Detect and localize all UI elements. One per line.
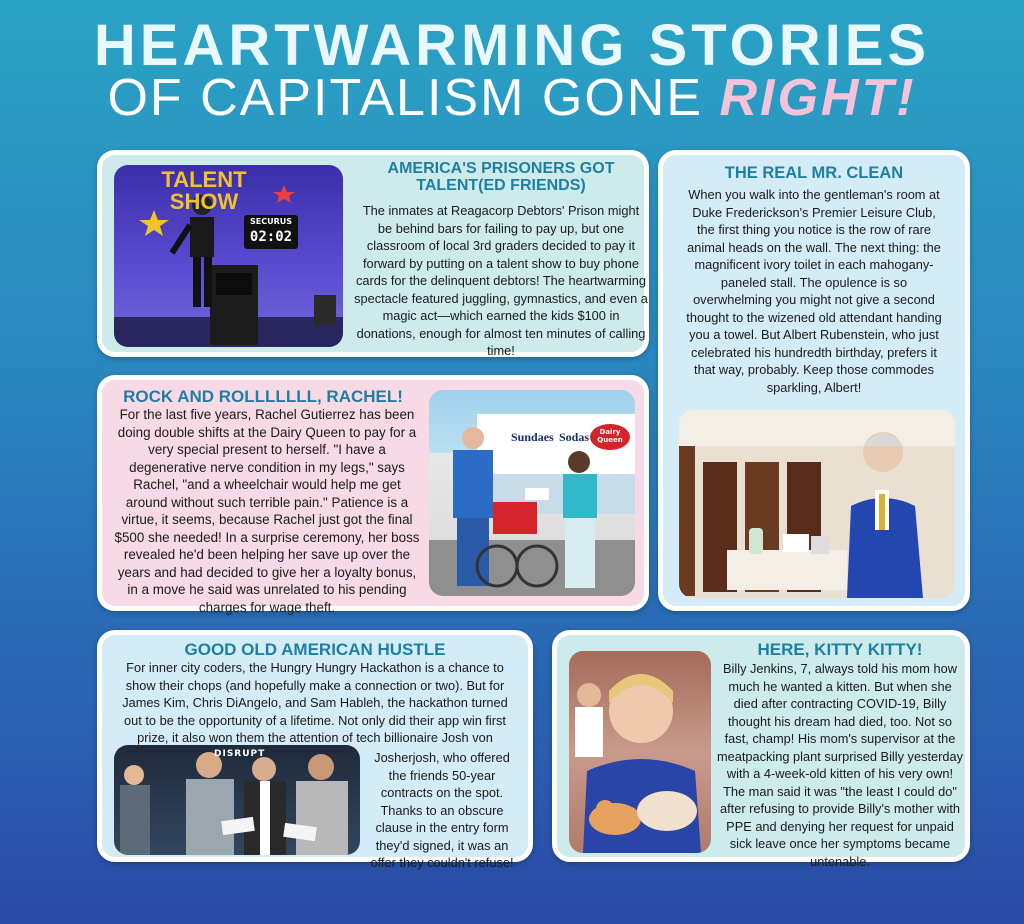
boy-kitten-photo xyxy=(569,651,711,853)
dairy-queen-logo: Dairy Queen xyxy=(597,428,623,444)
page-title: HEARTWARMING STORIES xyxy=(93,13,931,78)
story-body-rachel: For the last five years, Rachel Gutierrez has been doing double shifts at the Dairy Queen to pay for a very special present to herself. "I have a degenerative nerve condition in my legs," says Rachel, "and a wheelchair would help me get around without such terrible pain." Patience is a virtue, it seems, because Rachel just got the final $500 she needed! In a surprise ceremony, her boss revealed he'd been helping her save up over the years and had decided to give her a loyalty bonus, in a move he said was unrelated to his pending charges for wage theft. xyxy=(114,407,420,615)
talent-show-photo xyxy=(114,165,343,347)
restroom-attendant-photo xyxy=(679,410,955,598)
story-card-kitty xyxy=(552,630,970,869)
page-subtitle xyxy=(0,68,1024,128)
dairy-queen-photo xyxy=(429,390,635,596)
securus-label: SECURUS xyxy=(249,217,292,226)
story-card-rachel xyxy=(97,375,649,615)
boy-kitten-illustration xyxy=(569,651,711,853)
subtitle-prefix: OF CAPITALISM GONE xyxy=(107,69,720,127)
story-body-prisoners: The inmates at Reagacorp Debtors' Prison might be behind bars for failing to pay up, but one classroom of local 3rd graders decided to pay it forward by putting on a talent show to buy phone cards for the delinquent debtors! The heartwarming spectacle featured juggling, gymnastics, and even a magic act—which earned the kids $100 in donations, enough for almost ten minutes of calling time! xyxy=(354,203,648,358)
story-body-clean: When you walk into the gentleman's room at Duke Frederickson's Premier Leisure Club, the first thing you notice is the row of rare animal heads on the wall. The next thing: the magnificent ivory toilet in each mahogany-paneled stall. The opulence is so overwhelming you might not give a second thought to the wizened old attendant handing you a towel. But Albert Rubenstein, who just celebrated his hundredth birthday, prefers it that way, probably. Keep those commodes sparkling, Albert! xyxy=(686,187,942,395)
story-body-hustle-top: For inner city coders, the Hungry Hungry Hackathon is a chance to show their chops (and hopefully make a connection or two). But for James Kim, Chris DiAngelo, and Sam Hableh, the hackathon turned out to be the opportunity of a lifetime. Not only did their app win first prize, it also won them the attention of tech billionaire Josh von xyxy=(122,660,508,745)
story-body-kitty: Billy Jenkins, 7, always told his mom how much he wanted a kitten. But when she died after contracting COVID-19, Billy thought his dream had died, too. Not so fast, champ! His mom's supervisor at the meatpacking plant surprised Billy yesterday with a 4-week-old kitten of his very own! The man said it was "the least I could do" after refusing to provide Billy's mother with PPE and denying her request for unpaid sick leave once her symptoms became untenable. xyxy=(716,661,964,869)
story-title-rachel: ROCK AND ROLLLLLLL, RACHEL! xyxy=(123,387,403,406)
sign-sundaes: Sundaes xyxy=(511,430,554,444)
story-body-hustle-side: Josherjosh, who offered the friends 50-year contracts on the spot. Thanks to an obscure clause in the entry form they'd signed, it was an offer they couldn't refuse! xyxy=(370,750,514,870)
story-title-kitty: HERE, KITTY KITTY! xyxy=(757,640,923,659)
story-title-prisoners: AMERICA'S PRISONERS GOT TALENT(ED FRIENDS) xyxy=(387,160,615,194)
story-title-clean: THE REAL MR. CLEAN xyxy=(724,164,904,182)
story-card-clean xyxy=(658,150,970,611)
restroom-illustration xyxy=(679,410,955,598)
dairy-queen-illustration xyxy=(429,390,635,596)
story-title-hustle: GOOD OLD AMERICAN HUSTLE xyxy=(184,640,446,659)
talent-show-sign: TALENT SHOW xyxy=(161,167,247,214)
story-card-hustle xyxy=(97,630,533,870)
hackathon-illustration xyxy=(114,745,360,855)
sign-sodas: Sodas xyxy=(559,430,590,444)
timer-display: 02:02 xyxy=(249,229,293,245)
disrupt-banner: DISRUPT xyxy=(214,749,266,759)
story-card-prisoners xyxy=(97,150,649,357)
subtitle-accent: RIGHT! xyxy=(719,69,917,127)
hackathon-photo xyxy=(114,745,360,855)
